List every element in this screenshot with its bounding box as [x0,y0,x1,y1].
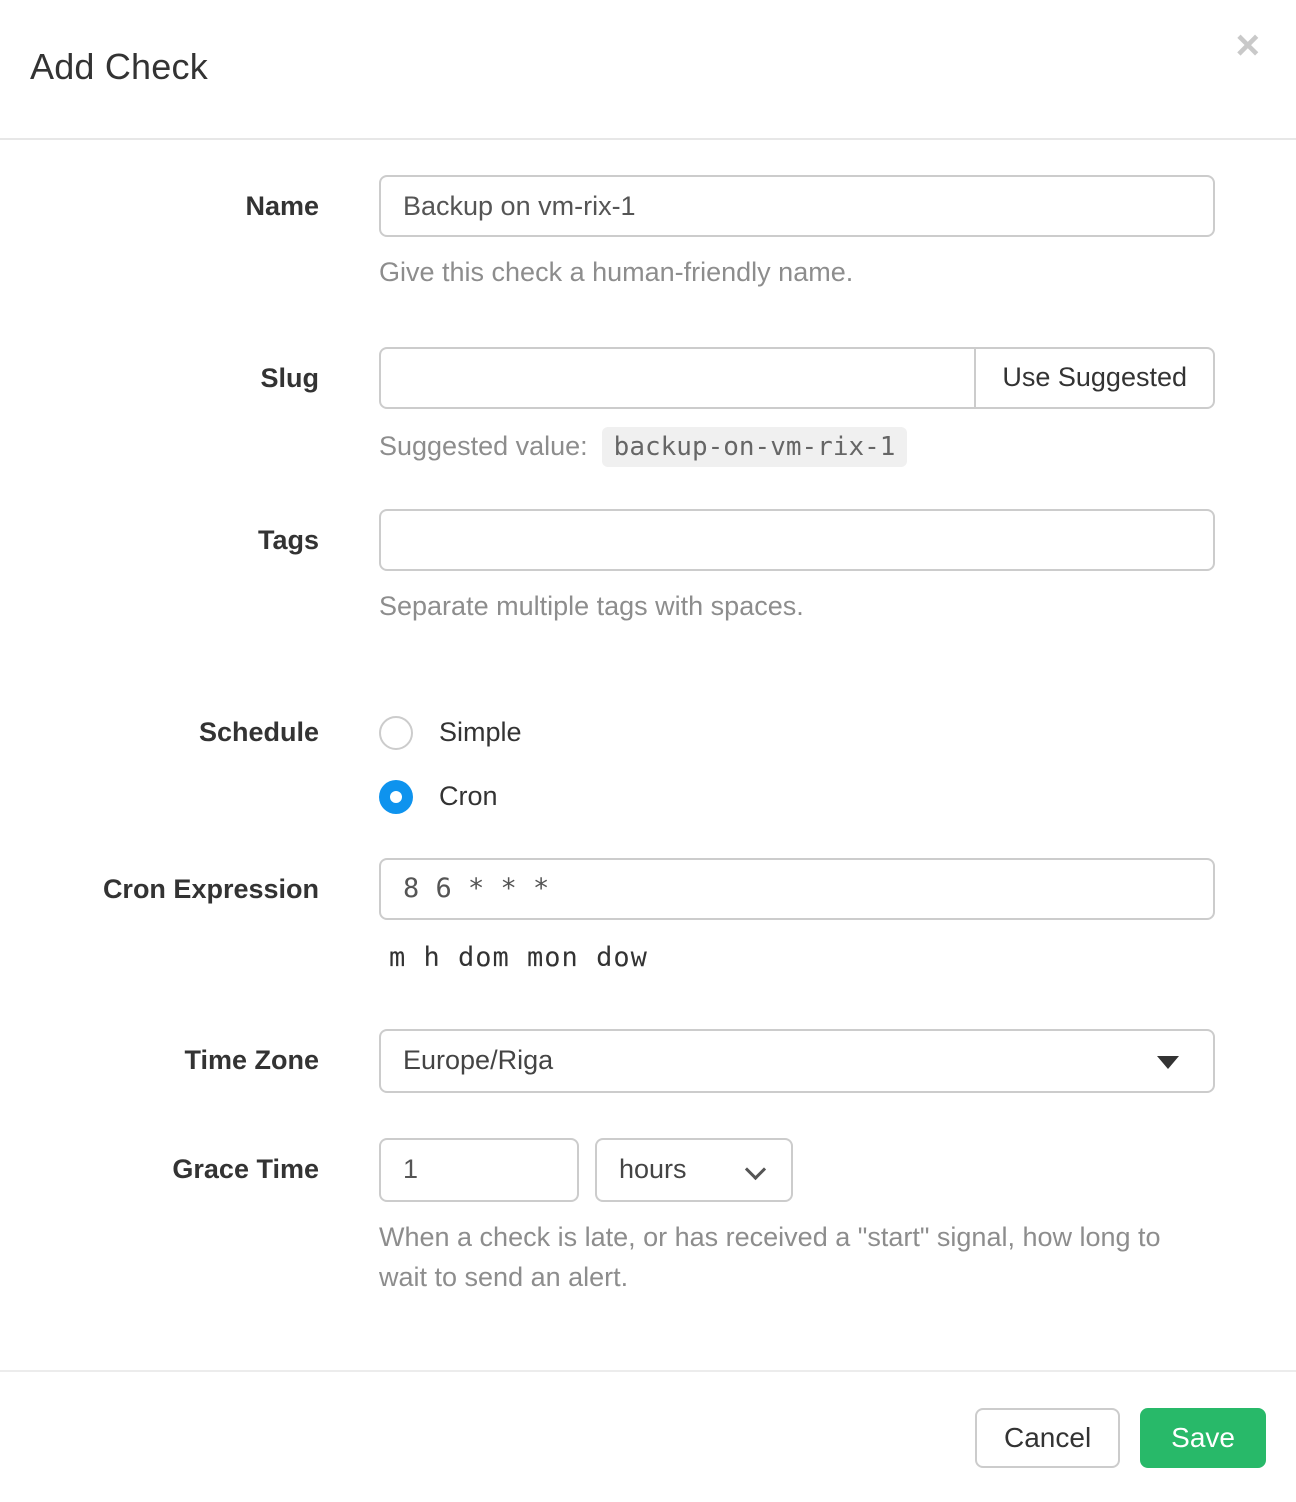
schedule-option-simple[interactable] [379,701,1215,765]
form-group-name [0,175,1296,293]
tags-input[interactable] [379,509,1215,571]
dialog-footer [0,1370,1296,1502]
save-button[interactable]: Save [1140,1408,1266,1468]
form-group-slug [0,347,1296,467]
chevron-down-icon [745,1159,766,1180]
grace-time-input[interactable] [379,1138,579,1202]
name-help-text: Give this check a human-friendly name. [379,257,854,287]
form-group-tags [0,509,1296,627]
timezone-select[interactable] [379,1029,1215,1093]
grace-unit-select[interactable] [595,1138,793,1202]
tags-help-text: Separate multiple tags with spaces. [379,590,804,621]
form-group-cron-expression [0,858,1296,973]
schedule-option-cron[interactable] [379,765,1215,829]
schedule-label: Schedule [198,716,319,747]
slug-suggested-line [379,427,1215,467]
suggested-slug-value: backup-on-vm-rix-1 [602,427,908,467]
timezone-label: Time Zone [184,1044,319,1075]
close-icon[interactable]: × [1235,21,1260,68]
cron-expression-label: Cron Expression [102,873,319,904]
name-label: Name [245,191,319,221]
cancel-button[interactable]: Cancel [975,1408,1120,1468]
slug-label: Slug [260,362,319,393]
schedule-simple-label: Simple [439,717,522,748]
form-group-grace-time [0,1138,1296,1298]
schedule-cron-label: Cron [439,781,498,812]
suggested-value-label: Suggested value: [379,431,588,462]
caret-down-icon [1157,1056,1179,1069]
page-title: Add Check [30,46,208,87]
grace-time-label: Grace Time [172,1153,319,1184]
timezone-selected-value: Europe/Riga [403,1045,554,1076]
slug-input[interactable] [379,347,976,409]
radio-unselected-icon[interactable] [379,716,413,750]
form-group-timezone [0,1029,1296,1093]
form-group-schedule [0,701,1296,829]
radio-selected-icon[interactable] [379,780,413,814]
cron-fields-hint: m h dom mon dow [389,941,648,973]
tags-label: Tags [257,524,319,555]
use-suggested-button[interactable]: Use Suggested [974,347,1215,409]
name-input[interactable] [379,175,1215,237]
dialog-header [0,0,1296,140]
grace-unit-selected-value: hours [619,1154,687,1185]
add-check-form [0,140,1296,1298]
grace-time-help-text: When a check is late, or has received a "start" signal, how long to wait to send an alert. [379,1221,1161,1292]
cron-expression-input[interactable] [379,858,1215,920]
